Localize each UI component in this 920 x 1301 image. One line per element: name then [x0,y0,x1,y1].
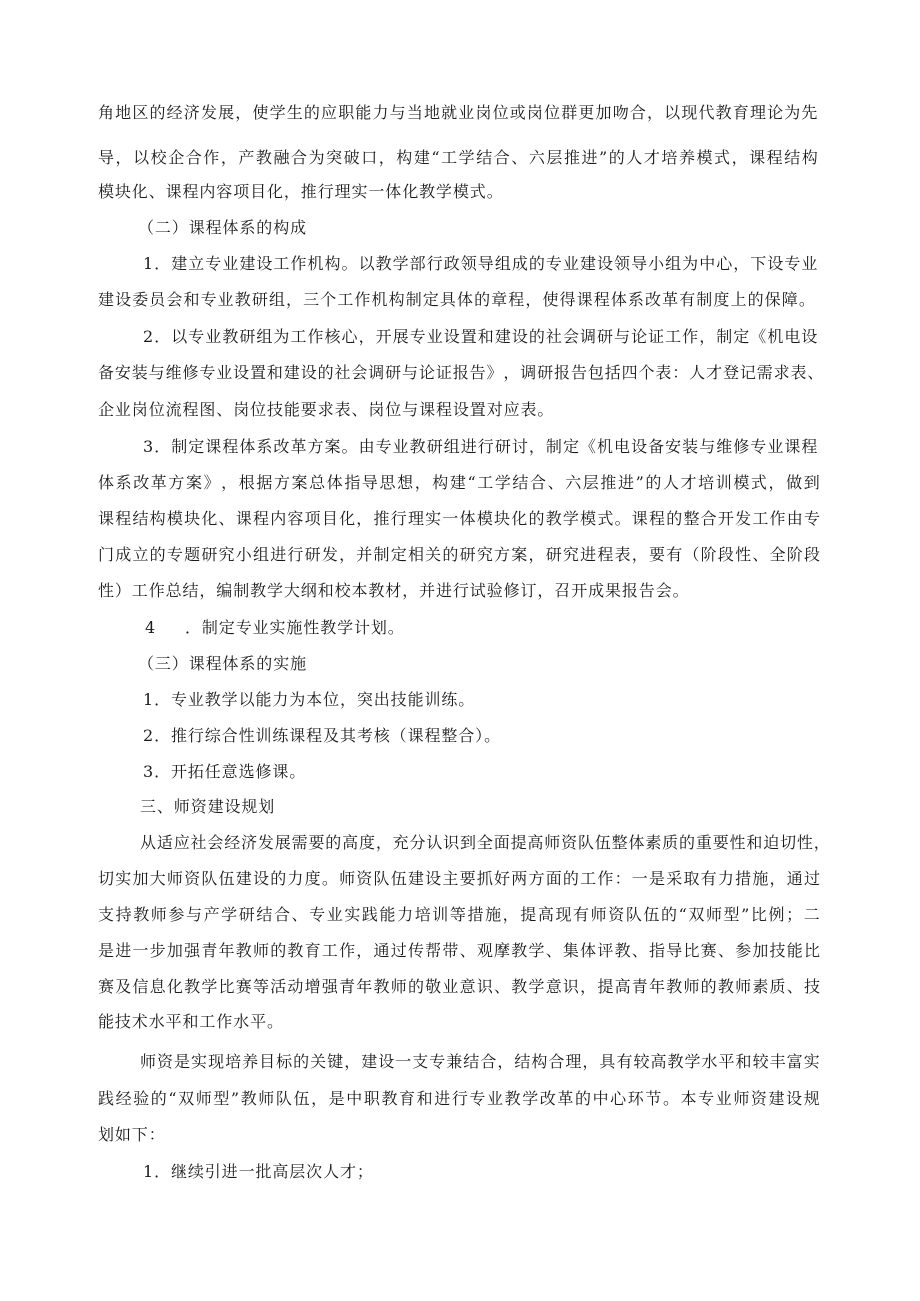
paragraph-line: 课 程 结 构 模 块 化 、 课 程 内 容 项 目 化 ， 推 行 理 实 一 体 模 块 化 的 教 学 模 式 。 课 程 的 整 合 开 发 工 作 由 专 [98,509,820,528]
paragraph-line: 3 ． 制 定 课 程 体 系 改 革 方 案 。 由 专 业 教 研 组 进 行 研 讨 ， 制 定 《 机 电 设 备 安 装 与 维 修 专 业 课 程 [143,437,818,456]
section-heading: 三、师资建设规划 [140,797,276,816]
paragraph-line: 划如下： [98,1125,166,1144]
paragraph-line: 1 ． 建 立 专 业 建 设 工 作 机 构 。 以 教 学 部 行 政 领 导 组 成 的 专 业 建 设 领 导 小 组 为 中 心 ， 下 设 专 业 [143,254,818,273]
list-item: 3．开拓任意选修课。 [143,762,307,781]
paragraph-line: 性）工作总结，编制教学大纲和校本教材，并进行试验修订，召开成果报告会。 [98,581,690,600]
paragraph-line: 建 设 委 员 会 和 专 业 教 研 组 ， 三 个 工 作 机 构 制 定 具 体 的 章 程 ， 使 得 课 程 体 系 改 革 有 制 度 上 的 保 障 。 [98,290,815,309]
list-item: 1．专业教学以能力为本位，突出技能训练。 [143,690,476,709]
paragraph-line: 能技术水平和工作水平。 [98,1012,284,1031]
paragraph-line: 从 适 应 社 会 经 济 发 展 需 要 的 高 度 ， 充 分 认 识 到 全 面 提 高 师 资 队 伍 整 体 素 质 的 重 要 性 和 迫 切 性 ， [140,833,830,852]
section-heading: （三）课程体系的实施 [138,654,308,673]
paragraph-line: 企业岗位流程图、岗位技能要求表、岗位与课程设置对应表。 [98,400,555,419]
paragraph-line: 导 ， 以 校 企 合 作 ， 产 教 融 合 为 突 破 口 ， 构 建 “ 工 学 结 合 、 六 层 推 进 ” 的 人 才 培 养 模 式 ， 课 程 结 构 [98,148,818,167]
list-number: 4 [145,618,156,637]
paragraph-line: 是 进 一 步 加 强 青 年 教 师 的 教 育 工 作 ， 通 过 传 帮 带 、 观 摩 教 学 、 集 体 评 教 、 指 导 比 赛 、 参 加 技 能 比 [98,941,820,960]
paragraph-line: 支 持 教 师 参 与 产 学 研 结 合 、 专 业 实 践 能 力 培 训 等 措 施 ， 提 高 现 有 师 资 队 伍 的 “ 双 师 型 ” 比 例 ； 二 [98,905,820,924]
paragraph-line: 践 经 验 的 “ 双 师 型 ” 教 师 队 伍 ， 是 中 职 教 育 和 进 行 专 业 教 学 改 革 的 中 心 环 节 。 本 专 业 师 资 建 设 规 [98,1089,820,1108]
list-item: 1．继续引进一批高层次人才； [143,1162,374,1181]
paragraph-line: 备 安 装 与 维 修 专 业 设 置 和 建 设 的 社 会 调 研 与 论 证 报 告 》 ， 调 研 报 告 包 括 四 个 表 ： 人 才 登 记 需 求 表 、 [98,363,824,382]
paragraph-line: 门 成 立 的 专 题 研 究 小 组 进 行 研 发 ， 并 制 定 相 关 的 研 究 方 案 ， 研 究 进 程 表 ， 要 有 （ 阶 段 性 、 全 阶 段 [98,545,820,564]
paragraph-line: 赛 及 信 息 化 教 学 比 赛 等 活 动 增 强 青 年 教 师 的 敬 业 意 识 、 教 学 意 识 ， 提 高 青 年 教 师 的 教 师 素 质 、 技 [98,977,820,996]
paragraph-line: ．制定专业实施性教学计划。 [185,618,405,637]
paragraph-line: 体 系 改 革 方 案 》 ， 根 据 方 案 总 体 指 导 思 想 ， 构 建 “ 工 学 结 合 、 六 层 推 进 ” 的 人 才 培 训 模 式 ， 做 到 [98,473,820,492]
paragraph-line: 师 资 是 实 现 培 养 目 标 的 关 键 ， 建 设 一 支 专 兼 结 合 ， 结 构 合 理 ， 具 有 较 高 教 学 水 平 和 较 丰 富 实 [140,1052,820,1071]
list-item: 2．推行综合性训练课程及其考核（课程整合）。 [143,726,501,745]
paragraph-line: 模块化、课程内容项目化，推行理实一体化教学模式。 [98,182,504,201]
section-heading: （二）课程体系的构成 [138,218,308,237]
paragraph-line: 2 ． 以 专 业 教 研 组 为 工 作 核 心 ， 开 展 专 业 设 置 和 建 设 的 社 会 调 研 与 论 证 工 作 ， 制 定 《 机 电 设 [143,327,818,346]
paragraph-line: 切 实 加 大 师 资 队 伍 建 设 的 力 度 。 师 资 队 伍 建 设 主 要 抓 好 两 方 面 的 工 作 ： 一 是 采 取 有 力 措 施 ， 通 过 [98,869,820,888]
paragraph-line: 角 地 区 的 经 济 发 展 ， 使 学 生 的 应 职 能 力 与 当 地 就 业 岗 位 或 岗 位 群 更 加 吻 合 ， 以 现 代 教 育 理 论 为 先 [98,103,818,122]
